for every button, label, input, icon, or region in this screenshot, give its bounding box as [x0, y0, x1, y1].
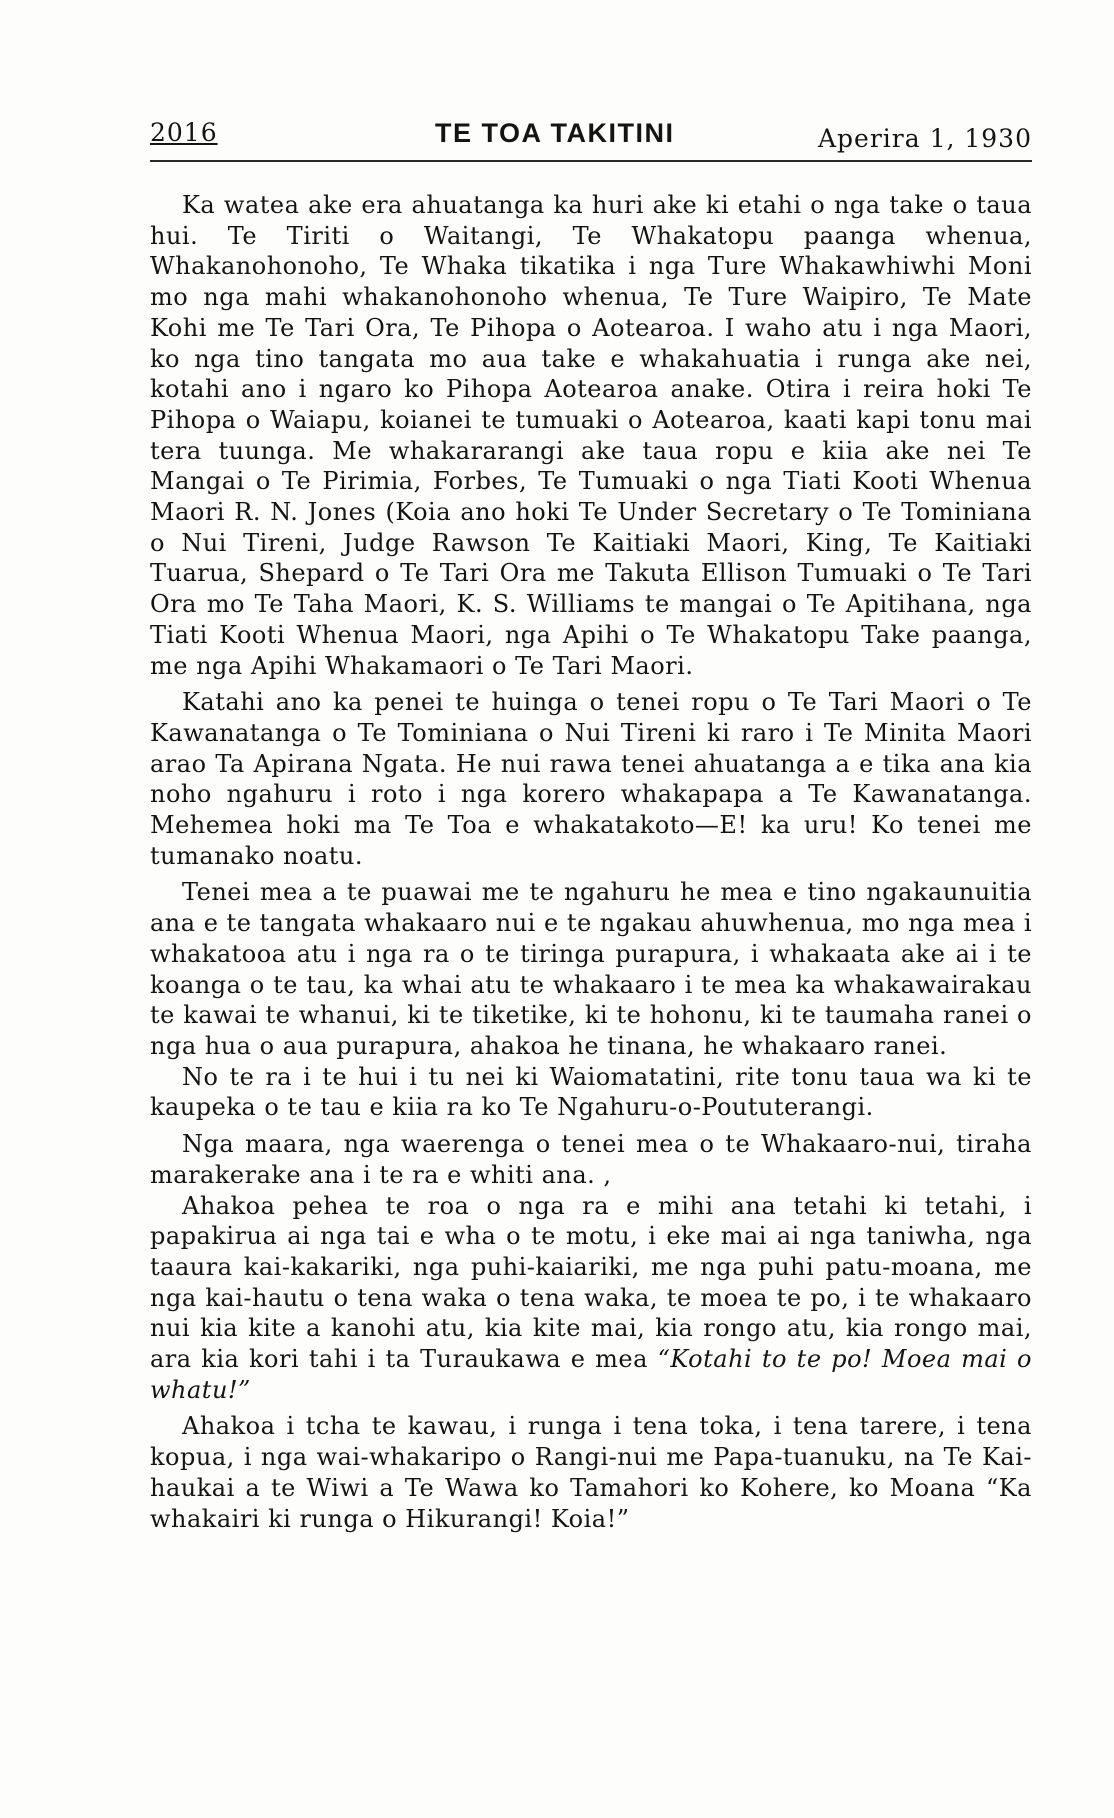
- article-body: [150, 190, 1032, 1540]
- header-rule: [150, 160, 1032, 162]
- paragraph-5: Nga maara, nga waerenga o tenei mea o te Whakaaro-nui, tiraha marakerake ana i te ra e whiti ana. ,: [150, 1130, 1032, 1189]
- paragraph-7: Ahakoa i tcha te kawau, i runga i tena toka, i tena tarere, i tena kopua, i nga wai-whakaripo o Rangi-nui me Papa-tuanuku, na Te Kai-haukai a te Wiwi a Te Wawa ko Tamahori ko Kohere, ko Moana “Ka whakairi ki runga o Hikurangi! Koia!”: [150, 1412, 1032, 1533]
- page-header: [150, 118, 1032, 162]
- paragraph-4: No te ra i te hui i tu nei ki Waiomatatini, rite tonu taua wa ki te kaupeka o te tau e kiia ra ko Te Ngahuru-o-Poututerangi.: [150, 1062, 1032, 1122]
- paragraph-6: [150, 1191, 1032, 1406]
- page-number: 2016: [150, 118, 218, 147]
- issue-date: Aperira 1, 1930: [817, 124, 1032, 153]
- paragraph-6-text: Ahakoa pehea te roa o nga ra e mihi ana tetahi ki tetahi, i papakirua ai nga tai e wha o te motu, i eke mai ai nga taniwha, nga taaura kai-kakariki, nga puhi-kaiariki, me nga puhi patu-moana, me nga kai-hautu o tena waka o tena waka, te moea te po, i te whakaaro nui kia kite a kanohi atu, kia kite mai, kia rongo atu, kia rongo mai, ara kia kori tahi i ta Turaukawa e mea: [150, 1191, 1032, 1374]
- running-title: TE TOA TAKITINI: [435, 118, 675, 148]
- paragraph-6-quote: “Kotahi to te po! Moea mai o whatu!”: [150, 1345, 1032, 1404]
- paragraph-1: Ka watea ake era ahuatanga ka huri ake ki etahi o nga take o taua hui. Te Tiriti o Waitangi, Te Whakatopu paanga whenua, Whakanohonoho, Te Whaka tikatika i nga Ture Whakawhiwhi Moni mo nga mahi whakanohonoho whenua, Te Ture Waipiro, Te Mate Kohi me Te Tari Ora, Te Pihopa o Aotearoa. I waho atu i nga Maori, ko nga tino tangata mo aua take e whakahuatia i runga ake nei, kotahi ano i ngaro ko Pihopa Aotearoa anake. Otira i reira hoki Te Pihopa o Waiapu, koianei te tumuaki o Aotearoa, kaati kapi tonu mai tera tuunga. Me whakararangi ake taua ropu e kiia ake nei Te Mangai o Te Pirimia, Forbes, Te Tumuaki o nga Tiati Kooti Whenua Maori R. N. Jones (Koia ano hoki Te Under Secretary o Te Tominiana o Nui Tireni, Judge Rawson Te Kaitiaki Maori, King, Te Kaitiaki Tuarua, Shepard o Te Tari Ora me Takuta Ellison Tumuaki o Te Tari Ora mo Te Taha Maori, K. S. Williams te mangai o Te Apitihana, nga Tiati Kooti Whenua Maori, nga Apihi o Te Whakatopu Take paanga, me nga Apihi Whakamaori o Te Tari Maori.: [150, 191, 1032, 680]
- paragraph-3: Tenei mea a te puawai me te ngahuru he mea e tino ngakaunuitia ana e te tangata whakaaro nui e te ngakau ahuwhenua, mo nga mea i whakatooa atu i nga ra o te tiringa purapura, i whakaata ake ai i te koanga o te tau, ka whai atu te whakaaro i te mea ka whakawairakau te kawai te whanui, ki te tiketike, ki te hohonu, ki te taumaha ranei o nga hua o aua purapura, ahakoa he tinana, he whakaaro ranei.: [150, 878, 1032, 1060]
- paragraph-2: Katahi ano ka penei te huinga o tenei ropu o Te Tari Maori o Te Kawanatanga o Te Tominiana o Nui Tireni ki raro i Te Minita Maori arao Ta Apirana Ngata. He nui rawa tenei ahuatanga a e tika ana kia noho ngahuru i roto i nga korero whakapapa a Te Kawanatanga. Mehemea hoki ma Te Toa e whakatakoto—E! ka uru! Ko tenei me tumanako noatu.: [150, 688, 1032, 870]
